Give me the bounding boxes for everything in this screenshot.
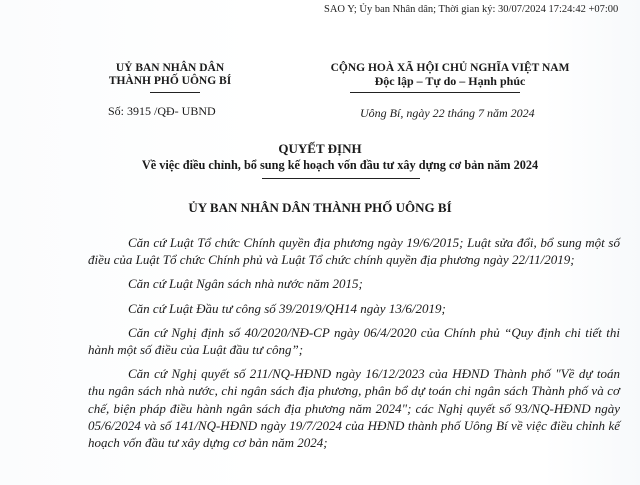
subject-underline-divider: [262, 178, 420, 179]
org-name-line1: UỶ BAN NHÂN DÂN: [115, 62, 225, 74]
org-name-line2: THÀNH PHỐ UÔNG BÍ: [108, 75, 232, 87]
issuing-organization: [100, 62, 240, 88]
national-header: [300, 62, 600, 88]
legal-basis-paragraph: Căn cứ Nghị quyết số 211/NQ-HĐND ngày 16/12/2023 của HĐND Thành phố "Về dự toán thu ngân sách nhà nước, chi ngân sách địa phương, phân bổ dự toán chi ngân sách Thành phố và cơ chế, biện pháp điều hành ngân sách địa phương năm 2024"; các Nghị quyết số 93/NQ-HĐND ngày 05/6/2024 và số 141/NQ-HĐND ngày 19/7/2024 của HĐND thành phố Uông Bí về việc điều chỉnh kế hoạch vốn đầu tư xây dựng cơ bản năm 2024;: [88, 366, 620, 451]
legal-basis-paragraph: Căn cứ Luật Đầu tư công số 39/2019/QH14 ngày 13/6/2019;: [128, 300, 446, 316]
document-number: Số: 3915 /QĐ- UBND: [108, 104, 216, 118]
legal-bases-section: [88, 234, 620, 458]
document-type-title: QUYẾT ĐỊNH: [278, 141, 362, 156]
national-motto: Độc lập – Tự do – Hạnh phúc: [374, 74, 526, 88]
motto-underline-divider: [350, 92, 520, 93]
place-and-date: Uông Bí, ngày 22 tháng 7 năm 2024: [360, 106, 535, 120]
legal-basis-paragraph: Căn cứ Luật Tổ chức Chính quyền địa phương ngày 19/6/2015; Luật sửa đổi, bổ sung một số điều của Luật Tổ chức Chính phủ và Luật Tổ chức chính quyền địa phương ngày 22/11/2019;: [88, 235, 620, 268]
legal-basis-paragraph: Căn cứ Nghị định số 40/2020/NĐ-CP ngày 06/4/2020 của Chính phủ “Quy định chi tiết thi hành một số điều của Luật đầu tư công”;: [88, 324, 620, 358]
document-subject: Về việc điều chỉnh, bổ sung kế hoạch vốn đầu tư xây dựng cơ bản năm 2024: [141, 158, 539, 172]
legal-basis-paragraph: Căn cứ Luật Ngân sách nhà nước năm 2015;: [128, 276, 363, 292]
nation-name: CỘNG HOÀ XÃ HỘI CHỦ NGHĨA VIỆT NAM: [330, 62, 570, 74]
issuing-authority-heading: ỦY BAN NHÂN DÂN THÀNH PHỐ UÔNG BÍ: [188, 200, 452, 215]
digital-signature-stamp: SAO Y; Ủy ban Nhân dân; Thời gian ký: 30/07/2024 17:24:42 +07:00: [324, 4, 619, 15]
org-underline-divider: [150, 92, 200, 93]
